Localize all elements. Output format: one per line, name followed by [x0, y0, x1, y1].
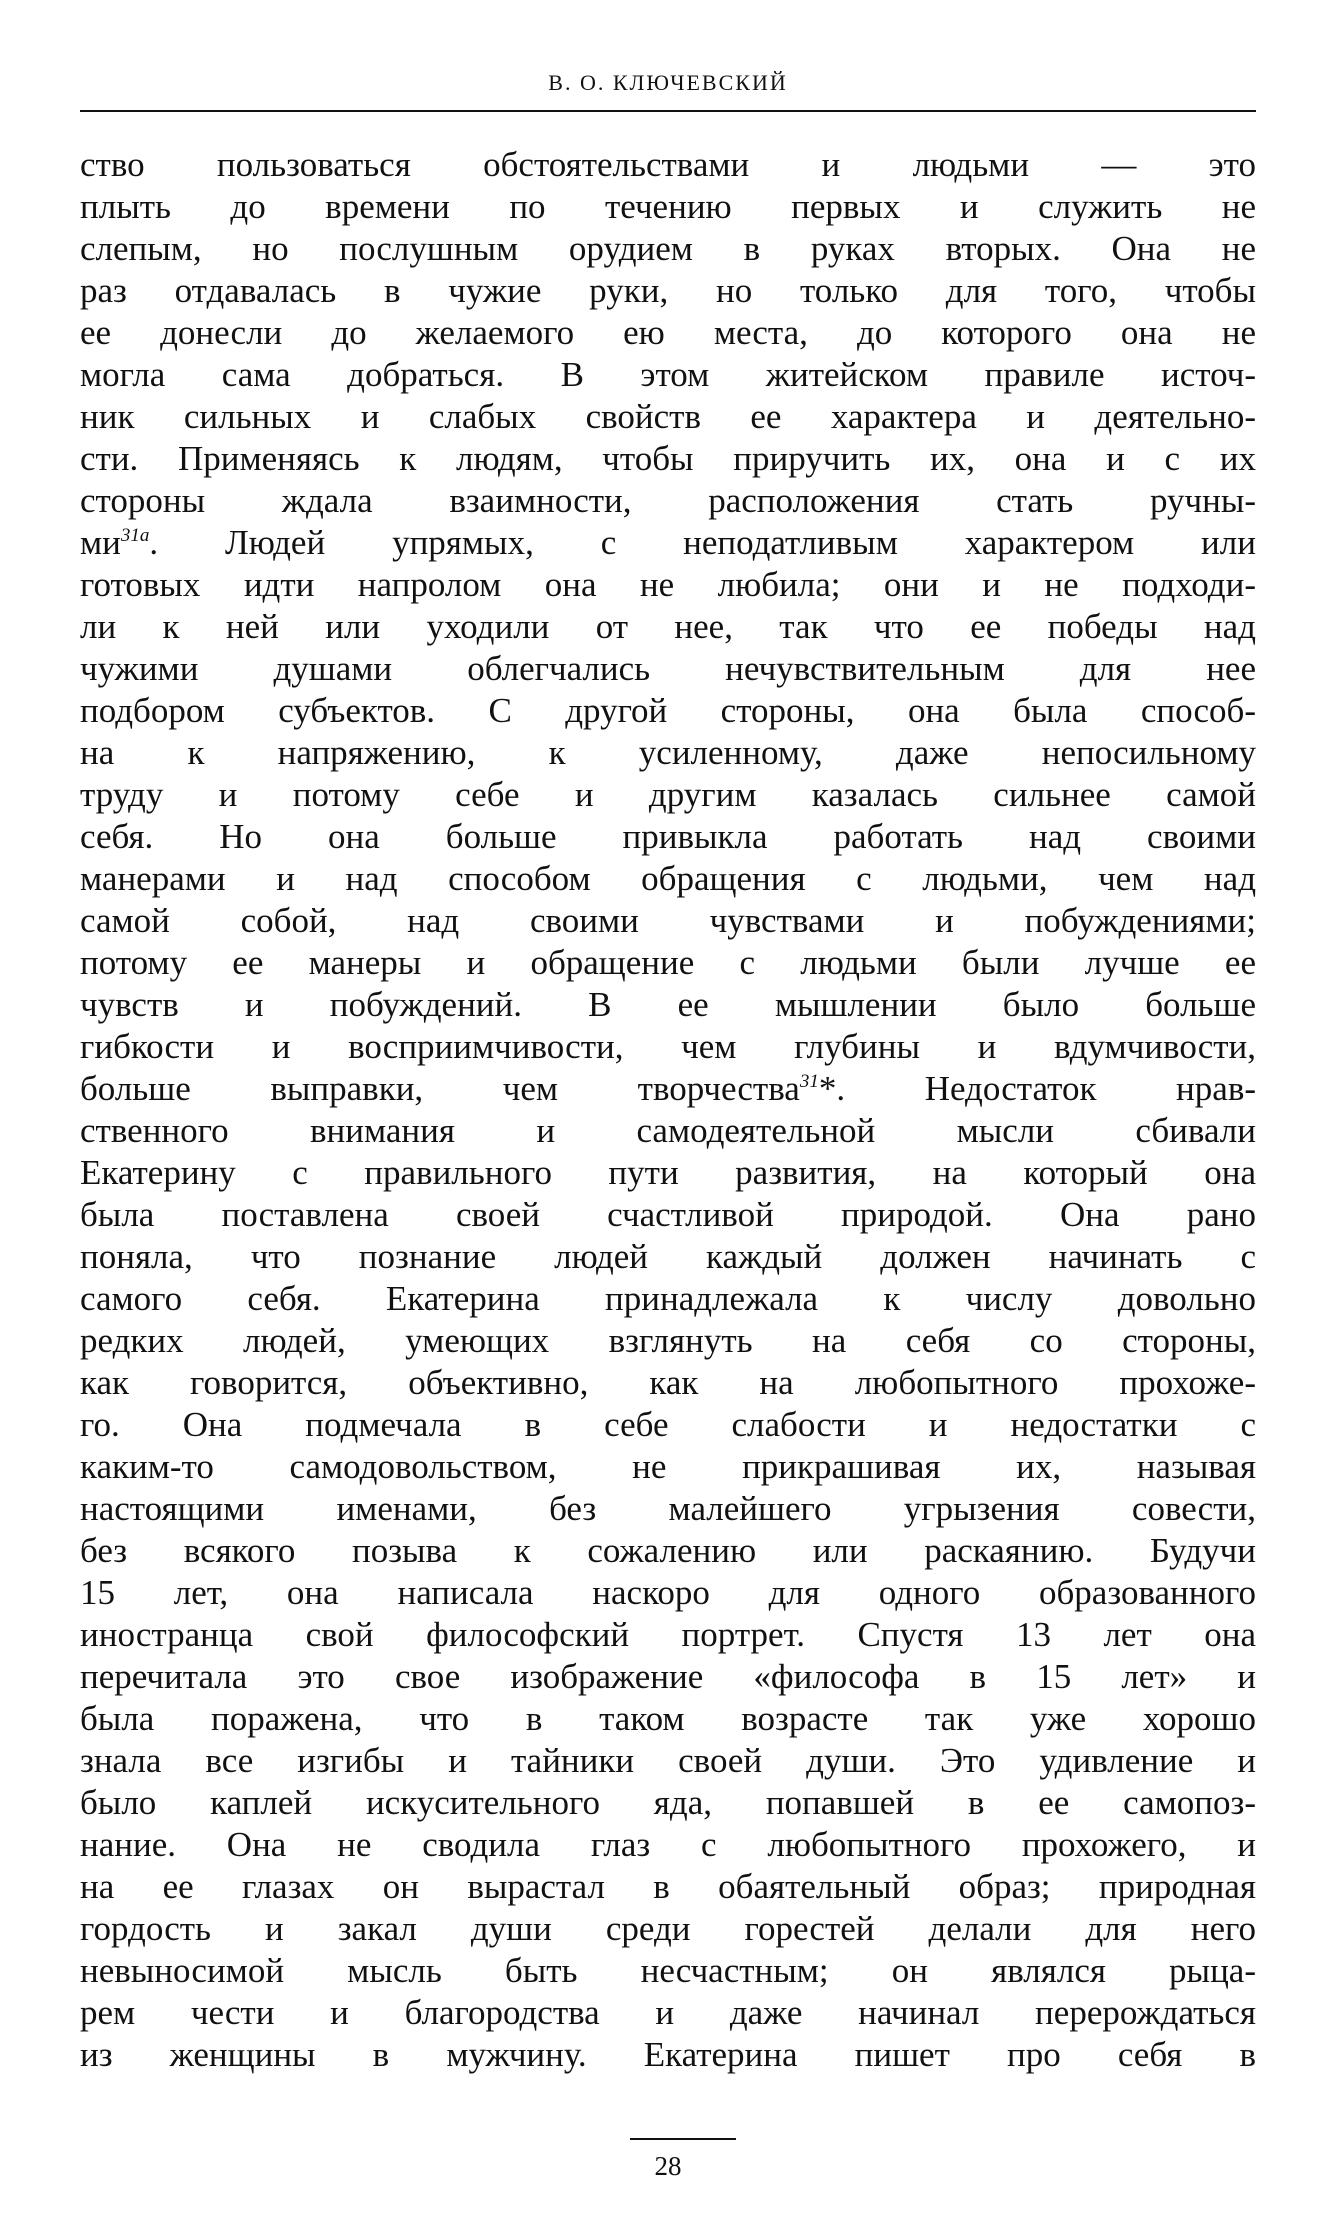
text-line	[80, 1152, 1256, 1194]
text-line	[80, 648, 1256, 690]
text-line	[80, 690, 1256, 732]
line-text: без всякого позыва к сожалению или раскаянию. Будучи	[80, 1531, 1256, 1570]
text-line	[80, 1572, 1256, 1614]
text-line	[80, 480, 1256, 522]
text-line	[80, 984, 1256, 1026]
text-line	[80, 354, 1256, 396]
line-text: самой собой, над своими чувствами и побуждениями;	[80, 901, 1256, 940]
text-line	[80, 228, 1256, 270]
line-text: каким-то самодовольством, не прикрашивая их, называя	[80, 1447, 1256, 1486]
line-text: редких людей, умеющих взглянуть на себя со стороны,	[80, 1321, 1256, 1360]
text-line	[80, 1824, 1256, 1866]
line-text: на ее глазах он вырастал в обаятельный образ; природная	[80, 1867, 1256, 1906]
line-text: нание. Она не сводила глаз с любопытного прохожего, и	[80, 1825, 1256, 1864]
text-line	[80, 1404, 1256, 1446]
line-text: иностранца свой философский портрет. Спустя 13 лет она	[80, 1615, 1256, 1654]
line-text: чувств и побуждений. В ее мышлении было больше	[80, 985, 1256, 1024]
line-text: себя. Но она больше привыкла работать над своими	[80, 817, 1256, 856]
footnote-marker: 31а	[120, 525, 150, 546]
line-text: гордость и закал души среди горестей делали для него	[80, 1909, 1256, 1948]
line-text: стороны ждала взаимности, расположения стать ручны-	[80, 481, 1256, 520]
line-text: была поставлена своей счастливой природой. Она рано	[80, 1195, 1256, 1234]
line-text: ник сильных и слабых свойств ее характера и деятельно-	[80, 397, 1256, 436]
line-text: раз отдавалась в чужие руки, но только для того, чтобы	[80, 271, 1256, 310]
line-text: как говорится, объективно, как на любопытного прохоже-	[80, 1363, 1256, 1402]
text-line	[80, 270, 1256, 312]
line-text: невыносимой мысль быть несчастным; он являлся рыца-	[80, 1951, 1256, 1990]
text-line	[80, 1740, 1256, 1782]
text-line	[80, 1950, 1256, 1992]
line-text: на к напряжению, к усиленному, даже непосильному	[80, 733, 1256, 772]
text-line	[80, 1908, 1256, 1950]
text-line	[80, 1782, 1256, 1824]
text-line	[80, 1698, 1256, 1740]
line-text: была поражена, что в таком возрасте так уже хорошо	[80, 1699, 1256, 1738]
line-text: рем чести и благородства и даже начинал перерождаться	[80, 1993, 1256, 2032]
line-text: подбором субъектов. С другой стороны, она была способ-	[80, 691, 1256, 730]
text-line	[80, 1278, 1256, 1320]
text-line	[80, 396, 1256, 438]
text-line	[80, 1026, 1256, 1068]
text-line	[80, 1236, 1256, 1278]
text-line	[80, 1446, 1256, 1488]
line-text: ми	[80, 523, 121, 562]
header-rule	[80, 110, 1256, 112]
line-text: труду и потому себе и другим казалась сильнее самой	[80, 775, 1256, 814]
line-text: самого себя. Екатерина принадлежала к числу довольно	[80, 1279, 1256, 1318]
line-text: гибкости и восприимчивости, чем глубины и вдумчивости,	[80, 1027, 1256, 1066]
text-line	[80, 942, 1256, 984]
text-line	[80, 1488, 1256, 1530]
line-text: ли к ней или уходили от нее, так что ее победы над	[80, 607, 1256, 646]
line-text: могла сама добраться. В этом житейском правиле источ-	[80, 355, 1256, 394]
line-text: ственного внимания и самодеятельной мысли сбивали	[80, 1111, 1256, 1150]
line-text: поняла, что познание людей каждый должен начинать с	[80, 1237, 1256, 1276]
line-text: знала все изгибы и тайники своей души. Это удивление и	[80, 1741, 1256, 1780]
line-text: чужими душами облегчались нечувствительным для нее	[80, 649, 1256, 688]
line-text: потому ее манеры и обращение с людьми были лучше ее	[80, 943, 1256, 982]
line-text-continued: *. Недостаток нрав-	[818, 1069, 1256, 1108]
line-text: из женщины в мужчину. Екатерина пишет про себя в	[80, 2035, 1256, 2074]
line-text: Екатерину с правильного пути развития, на который она	[80, 1153, 1256, 1192]
text-line	[80, 312, 1256, 354]
text-line	[80, 732, 1256, 774]
text-line	[80, 1194, 1256, 1236]
line-text: манерами и над способом обращения с людьми, чем над	[80, 859, 1256, 898]
text-line	[80, 1614, 1256, 1656]
text-line	[80, 144, 1256, 186]
line-text: 15 лет, она написала наскоро для одного образованного	[80, 1573, 1256, 1612]
text-line	[80, 1068, 1256, 1110]
text-line	[80, 438, 1256, 480]
text-line	[80, 1656, 1256, 1698]
text-line	[80, 522, 1256, 564]
text-line	[80, 1866, 1256, 1908]
body-text	[80, 144, 1256, 2076]
text-line	[80, 2034, 1256, 2076]
line-text: настоящими именами, без малейшего угрызения совести,	[80, 1489, 1256, 1528]
line-text: готовых идти напролом она не любила; они и не подходи-	[80, 565, 1256, 604]
text-line	[80, 816, 1256, 858]
running-head: В. О. КЛЮЧЕВСКИЙ	[548, 70, 788, 95]
text-line	[80, 1992, 1256, 2034]
line-text: плыть до времени по течению первых и служить не	[80, 187, 1256, 226]
line-text: ство пользоваться обстоятельствами и людьми — это	[80, 145, 1256, 184]
text-line	[80, 1320, 1256, 1362]
line-text-continued: . Людей упрямых, с неподатливым характером или	[149, 523, 1256, 562]
text-line	[80, 1362, 1256, 1404]
text-line	[80, 774, 1256, 816]
line-text: больше выправки, чем творчества	[80, 1069, 800, 1108]
text-line	[80, 900, 1256, 942]
text-line	[80, 1530, 1256, 1572]
line-text: ее донесли до желаемого ею места, до которого она не	[80, 313, 1256, 352]
footnote-marker: 31	[799, 1071, 819, 1092]
line-text: было каплей искусительного яда, попавшей в ее самопоз-	[80, 1783, 1256, 1822]
page-number: 28	[654, 2151, 682, 2181]
text-line	[80, 186, 1256, 228]
text-line	[80, 1110, 1256, 1152]
footer-rule	[630, 2138, 736, 2140]
line-text: сти. Применяясь к людям, чтобы приручить их, она и с их	[80, 439, 1256, 478]
text-line	[80, 564, 1256, 606]
text-line	[80, 858, 1256, 900]
line-text: го. Она подмечала в себе слабости и недостатки с	[80, 1405, 1256, 1444]
line-text: перечитала это свое изображение «философа в 15 лет» и	[80, 1657, 1256, 1696]
text-line	[80, 606, 1256, 648]
line-text: слепым, но послушным орудием в руках вторых. Она не	[80, 229, 1256, 268]
